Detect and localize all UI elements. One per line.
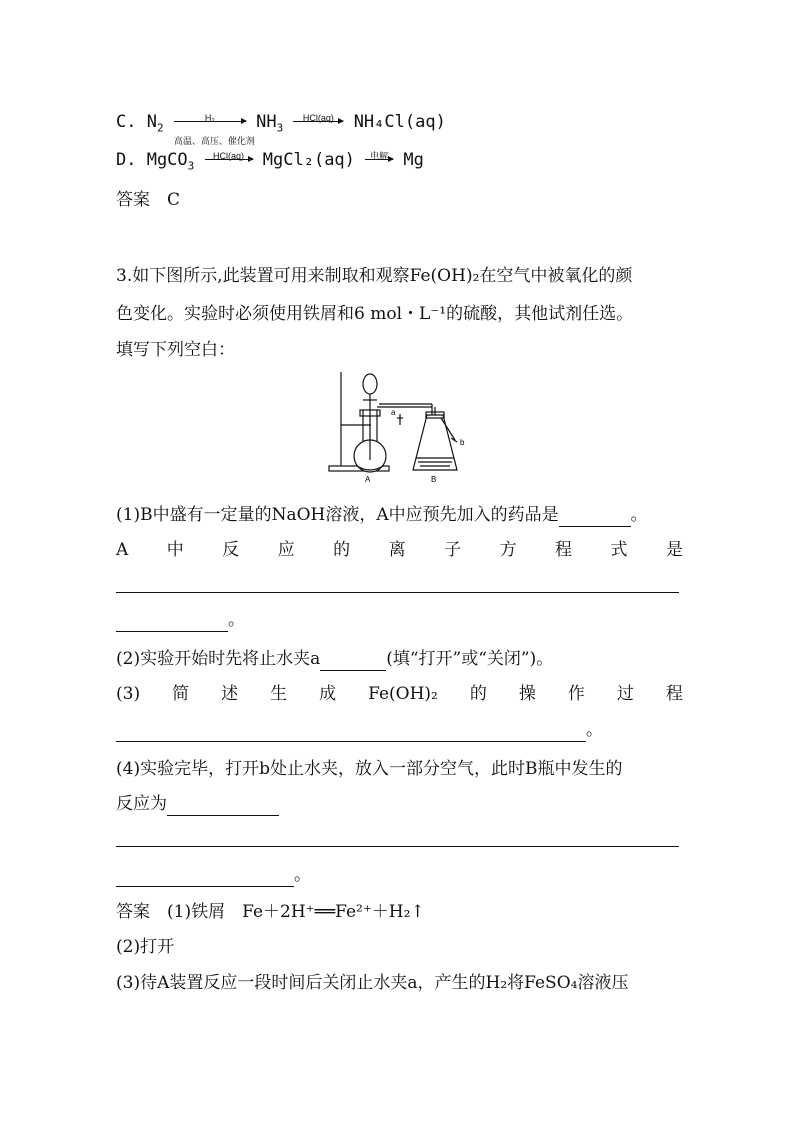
justified-word: 反 [222,540,240,560]
formula: Mg [403,150,424,170]
punct: 。 [630,505,648,525]
arrow-icon [205,159,253,160]
part-2-text: (2)实验开始时先将止水夹a [116,649,321,669]
justified-word: 式 [610,540,628,560]
part-2-end: (填“打开”或“关闭”)。 [386,649,554,669]
subscript: 3 [276,121,284,135]
label-b: b [460,438,465,447]
arrow-condition-top: HCl(aq) [302,113,334,123]
justified-word: 程 [555,540,573,560]
arrow-condition-top: 电解 [370,151,389,161]
answer-blank[interactable] [320,652,386,671]
q3-part-4-line-2 [116,792,279,816]
option-c-prefix: C. N [116,112,157,132]
q3-part-3-justified [116,682,683,706]
formula: NH₄Cl(aq) [353,112,446,132]
answer-blank[interactable] [116,613,228,632]
arrow-condition-top: HCl(aq) [213,151,245,161]
justified-word: 作 [567,684,585,704]
q3-part-2 [116,647,553,671]
answer-blank[interactable] [167,797,279,816]
punct: 。 [586,720,603,740]
label-a: a [391,408,396,417]
label-B: B [431,475,437,484]
justified-word: 简 [172,684,190,704]
q3-part-4-line-1: (4)实验完毕，打开b处止水夹，放入一部分空气，此时B瓶中发生的 [116,759,623,779]
answer-value: C [167,190,181,210]
answer-line [116,188,180,212]
justified-word: 应 [277,540,295,560]
answer-text: (1)铁屑 Fe＋2H⁺══Fe²⁺＋H₂↑ [167,902,425,922]
answer-line-blank[interactable] [116,592,679,593]
dropping-funnel [363,374,377,394]
q3-part-4-end [116,863,311,887]
formula: MgCl₂(aq) [262,150,355,170]
arrow-condition-top: H₂ [204,113,215,123]
answer-2-line-2: (2)打开 [116,937,175,957]
subscript: 3 [187,159,195,173]
punct: 。 [294,865,311,885]
apparatus-figure [325,370,470,486]
reaction-arrow [173,113,255,146]
arrow-icon [293,121,343,122]
arrow-condition-bottom: 高温、高压、催化剂 [173,136,255,146]
q3-part-3-end [116,718,603,742]
answer-label: 答案 [116,902,150,922]
justified-word: 是 [665,540,683,560]
justified-word: 中 [166,540,184,560]
justified-word: 方 [499,540,517,560]
justified-word: 子 [444,540,462,560]
part-1-text: (1)B中盛有一定量的NaOH溶液，A中应预先加入的药品是 [116,505,559,525]
formula: NH [256,112,277,132]
answer-label: 答案 [116,190,150,210]
justified-word: 述 [221,684,239,704]
question-3-line-2: 色变化。实验时必须使用铁屑和6 mol・L⁻¹的硫酸，其他试剂任选。 [116,304,634,324]
justified-word: 生 [270,684,288,704]
justified-word: (3) [116,684,141,704]
part-4-text: 反应为 [116,794,167,814]
answer-blank[interactable] [116,868,294,887]
arrow-icon [365,159,393,160]
subscript: 2 [156,121,164,135]
option-d [116,148,424,178]
answer-2-line-3: (3)待A装置反应一段时间后关闭止水夹a，产生的H₂将FeSO₄溶液压 [116,973,629,993]
justified-word: Fe(OH)₂ [368,684,438,704]
q3-part-1-end [116,608,245,632]
option-d-prefix: D. MgCO [116,150,188,170]
justified-word: 成 [319,684,337,704]
reaction-arrow [293,113,343,127]
justified-word: 的 [469,684,487,704]
punct: 。 [228,610,245,630]
justified-word: 的 [333,540,351,560]
label-A: A [365,475,371,484]
justified-word: 程 [665,684,683,704]
q3-part-1-justified [116,538,683,562]
justified-word: 操 [518,684,536,704]
option-c [116,110,446,146]
arrow-icon [174,121,246,122]
reaction-arrow [365,151,393,165]
answer-2-line-1 [116,900,425,924]
q3-part-1 [116,503,648,527]
answer-line-blank[interactable] [116,846,679,847]
justified-word: 离 [388,540,406,560]
justified-word: A [116,540,129,560]
justified-word: 过 [616,684,634,704]
question-3-line-3: 填写下列空白： [116,340,235,360]
answer-blank[interactable] [116,723,586,742]
answer-blank[interactable] [559,508,631,527]
reaction-arrow [205,151,253,165]
question-3-line-1: 3.如下图所示,此装置可用来制取和观察Fe(OH)₂在空气中被氧化的颜 [116,266,633,286]
